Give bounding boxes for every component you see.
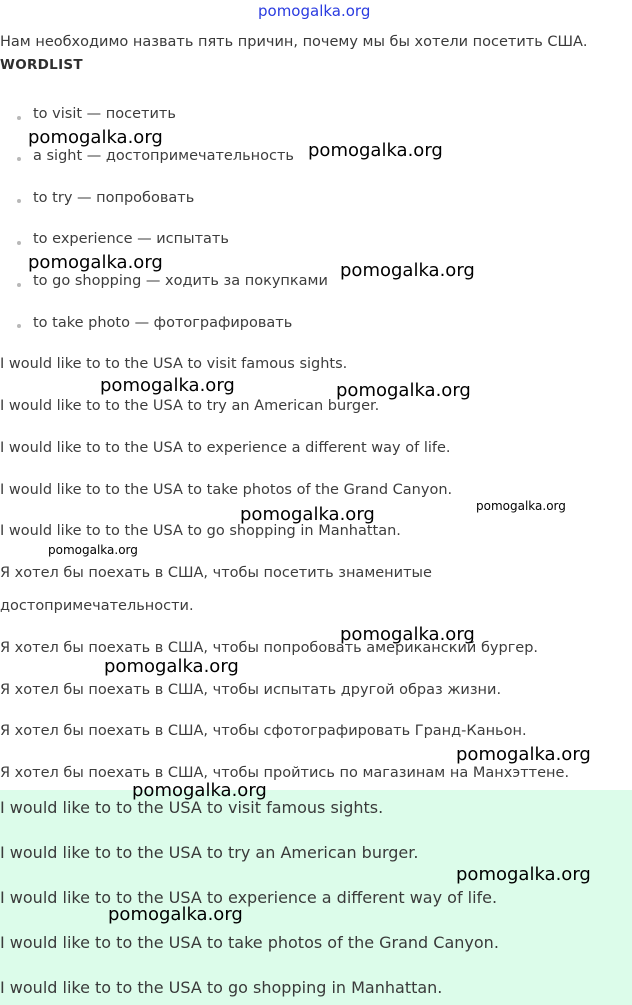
russian-sentence: Я хотел бы поехать в США, чтобы сфотографировать Гранд-Каньон. xyxy=(0,723,527,739)
wordlist-item: to go shopping — ходить за покупками xyxy=(33,273,328,289)
watermark: pomogalka.org xyxy=(340,624,475,645)
watermark: pomogalka.org xyxy=(476,499,566,513)
top-watermark[interactable]: pomogalka.org xyxy=(258,2,371,20)
bullet-dot xyxy=(17,157,21,161)
wordlist-item: a sight — достопримечательность xyxy=(33,148,294,164)
russian-sentence: Я хотел бы поехать в США, чтобы посетить знаменитые xyxy=(0,565,432,581)
watermark: pomogalka.org xyxy=(28,127,163,148)
english-sentence: I would like to to the USA to experience a different way of life. xyxy=(0,440,451,456)
watermark: pomogalka.org xyxy=(48,543,138,557)
watermark: pomogalka.org xyxy=(132,780,267,801)
bullet-dot xyxy=(17,283,21,287)
watermark: pomogalka.org xyxy=(108,904,243,925)
highlighted-sentence: I would like to to the USA to take photos of the Grand Canyon. xyxy=(0,933,499,952)
watermark: pomogalka.org xyxy=(104,656,239,677)
highlighted-sentence: I would like to to the USA to try an American burger. xyxy=(0,843,419,862)
russian-sentence: Я хотел бы поехать в США, чтобы испытать другой образ жизни. xyxy=(0,682,502,698)
wordlist-item: to visit — посетить xyxy=(33,106,176,122)
english-sentence: I would like to to the USA to visit famous sights. xyxy=(0,356,348,372)
task-text: Нам необходимо назвать пять причин, почему мы бы хотели посетить США. xyxy=(0,34,588,50)
wordlist-item: to experience — испытать xyxy=(33,231,229,247)
bullet-dot xyxy=(17,324,21,328)
english-sentence: I would like to to the USA to try an American burger. xyxy=(0,398,380,414)
bullet-dot xyxy=(17,241,21,245)
watermark: pomogalka.org xyxy=(456,864,591,885)
russian-sentence: Я хотел бы поехать в США, чтобы попробовать американский бургер. xyxy=(0,640,539,656)
highlighted-sentence: I would like to to the USA to experience a different way of life. xyxy=(0,888,498,907)
watermark: pomogalka.org xyxy=(340,260,475,281)
watermark: pomogalka.org xyxy=(28,252,163,273)
english-sentence: I would like to to the USA to take photos of the Grand Canyon. xyxy=(0,482,453,498)
watermark: pomogalka.org xyxy=(336,380,471,401)
russian-sentence: достопримечательности. xyxy=(0,598,194,614)
watermark: pomogalka.org xyxy=(308,140,443,161)
highlighted-sentence: I would like to to the USA to go shopping in Manhattan. xyxy=(0,978,443,997)
russian-sentence: Я хотел бы поехать в США, чтобы пройтись по магазинам на Манхэттене. xyxy=(0,765,570,781)
highlighted-sentence: I would like to to the USA to visit famous sights. xyxy=(0,798,384,817)
watermark: pomogalka.org xyxy=(240,504,375,525)
wordlist-item: to take photo — фотографировать xyxy=(33,315,293,331)
bullet-dot xyxy=(17,116,21,120)
wordlist-heading: WORDLIST xyxy=(0,57,83,73)
watermark: pomogalka.org xyxy=(456,744,591,765)
bullet-dot xyxy=(17,199,21,203)
wordlist-item: to try — попробовать xyxy=(33,190,195,206)
english-sentence: I would like to to the USA to go shopping in Manhattan. xyxy=(0,523,401,539)
watermark: pomogalka.org xyxy=(100,375,235,396)
